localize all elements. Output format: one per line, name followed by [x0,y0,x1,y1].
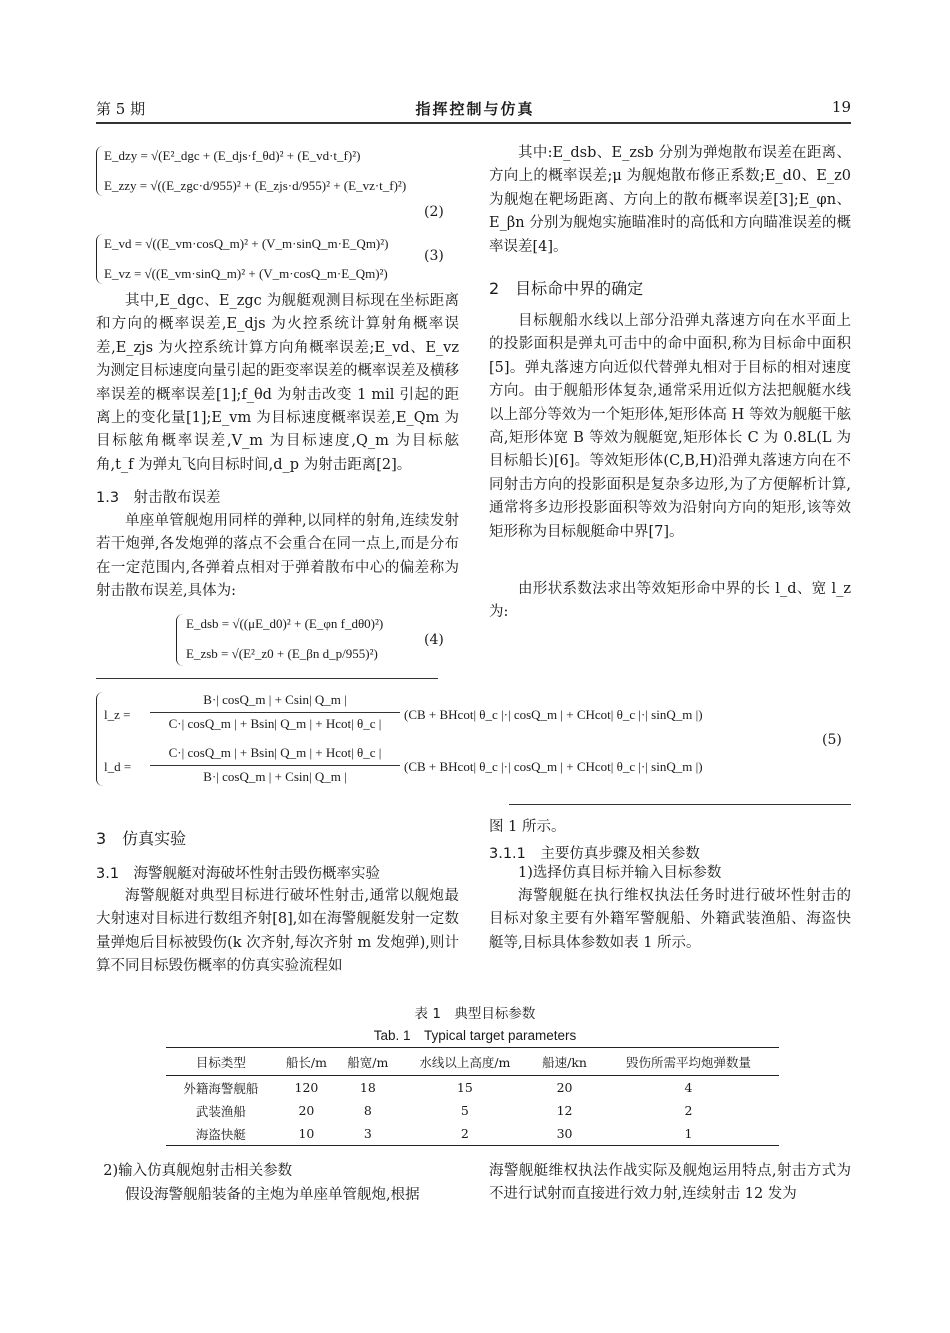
table-cell: 15 [456,1080,473,1095]
table-cell: 外籍海警舰船 [183,1080,259,1096]
left-column-end-rule [96,678,438,679]
table-cell: 12 [556,1103,573,1118]
eq3-explanation: 其中,E_dgc、E_zgc 为舰艇观测目标现在坐标距离和方向的概率误差,E_djs 为火控系统计算射角概率误差,E_zjs 为火控系统计算方向角概率误差;E_vd、E_vz 为测定目标速度向量引起的距变率误差的概率误差及横移率误差的概率误差[1];f_θd 为射击改变 1 mil 引起的距离上的变化量[1];E_vm 为目标速度概率误差,E_Qm 为目标舷角概率误差,V_m 为目标速度,Q_m 为目标舷角,t_f 为弹丸飞向目标时间,d_p 为射击距离[2]。 [96,293,459,473]
eq5-lz-fraction-bar [150,712,400,713]
header-rule [96,122,851,124]
eq2-line1: E_dzy = √(E²_dgc + (E_djs·f_θd)² + (E_vd·t_f)²) [104,148,361,163]
eq4-explanation: 其中:E_dsb、E_zsb 分别为弹炮散布误差在距离、方向上的概率误差;μ 为舰炮散布修正系数;E_d0、E_z0 为舰炮在靶场距离、方向上的散布概率误差[3];E_φn、E_βn 分别为舰炮实施瞄准时的高低和方向瞄准误差的概率误差[4]。 [489,145,851,255]
section-1-3-heading: 1.3 射击散布误差 [96,490,221,506]
section-2-shape-coefficient: 由形状系数法求出等效矩形命中界的长 l_d、宽 l_z 为: [489,581,851,621]
eq4-line2: E_zsb = √(E²_z0 + (E_βn d_p/955)²) [186,646,378,661]
step-2-paragraph: 假设海警舰船装备的主炮为单座单管舰炮,根据 [125,1187,420,1203]
table-cell: 2 [684,1103,693,1118]
table-cell: 5 [460,1103,469,1118]
eq5-ld-label: l_d = [104,759,132,774]
eq4-brace [176,614,183,666]
table-1-caption-en: Tab. 1 Typical target parameters [373,1028,577,1043]
eq3-brace [96,234,103,284]
section-3-1-paragraph: 海警舰艇对典型目标进行破坏性射击,通常以舰炮最大射速对目标进行数组齐射[8],如在海警舰艇发射一定数量弹炮后目标被毁伤(k 次齐射,每次齐射 m 发炮弹),则计算不同目标毁伤概率的仿真实验流程如 [96,888,459,975]
eq4-line1: E_dsb = √((μE_d0)² + (E_φn f_dθ0)²) [186,616,384,631]
table-cell: 20 [556,1080,573,1095]
eq5-ld-numerator: C·| cosQ_m | + Bsin| Q_m | + Hcot| θ_c | [168,745,382,760]
eq5-lz-factor: (CB + BHcot| θ_c |·| cosQ_m | + CHcot| θ_c |·| sinQ_m |) [404,707,703,722]
step-1-paragraph: 海警舰艇在执行维权执法任务时进行破坏性射击的目标对象主要有外籍军警舰船、外籍武装渔船、海盗快艇等,目标具体参数如表 1 所示。 [489,888,851,951]
table-cell: 18 [359,1080,376,1095]
table-cell: 30 [531,1122,598,1146]
table-cell: 10 [276,1122,337,1146]
eq5-brace [96,692,103,786]
header-issue: 第 5 期 [96,100,146,118]
eq5-ld-denominator: B·| cosQ_m | + Csin| Q_m | [203,769,347,784]
eq5-lz-numerator: B·| cosQ_m | + Csin| Q_m | [203,692,347,707]
header-page-number: 19 [831,98,851,116]
eq5-ld-fraction-bar [150,765,400,766]
step-2-title: 2)输入仿真舰炮射击相关参数 [103,1163,293,1179]
table-header-cell: 水线以上高度/m [399,1048,532,1076]
eq3-line1: E_vd = √((E_vm·cosQ_m)² + (V_m·sinQ_m·E_Qm)²) [104,236,389,251]
eq5-lz-denominator: C·| cosQ_m | + Bsin| Q_m | + Hcot| θ_c | [168,716,382,731]
section-2-heading: 2 目标命中界的确定 [489,279,644,298]
table-1-caption-cn: 表 1 典型目标参数 [414,1006,536,1022]
table-header-cell: 船长/m [276,1048,337,1076]
table-1 [166,1047,779,1146]
section-3-heading: 3 仿真实验 [96,829,187,848]
table-header-cell: 毁伤所需平均炮弹数量 [598,1048,779,1076]
eq4-number: (4) [424,632,444,648]
header-journal: 指挥控制与仿真 [415,100,535,118]
step-2-continued-paragraph: 海警舰艇维权执法作战实际及舰炮运用特点,射击方式为不进行试射而直接进行效力射,连续射击 12 发为 [489,1163,851,1203]
eq2-brace [96,146,103,196]
figure-1-reference: 图 1 所示。 [489,819,566,835]
table-cell: 2 [399,1122,532,1146]
table-cell: 3 [337,1122,398,1146]
eq3-line2: E_vz = √((E_vm·sinQ_m)² + (V_m·cosQ_m·E_Qm)²) [104,266,388,281]
table-cell: 20 [298,1103,315,1118]
section-1-3-paragraph: 单座单管舰炮用同样的弹种,以同样的射角,连续发射若干炮弹,各发炮弹的落点不会重合在同一点上,而是分布在一定范围内,各弹着点相对于弹着散布中心的偏差称为射击散布误差,具体为: [96,513,459,600]
table-row [166,1122,779,1146]
section-2-paragraph: 目标舰船水线以上部分沿弹丸落速方向在水平面上的投影面积是弹丸可击中的命中面积,称为目标命中面积[5]。弹丸落速方向近似代替弹丸相对于目标的相对速度方向。由于舰船形体复杂,通常采用近似方法把舰艇水线以上部分等效为一个矩形体,矩形体高 H 等效为舰艇干舷高,矩形体宽 B 等效为舰艇宽,矩形体长 C 为 0.8L(L 为目标船长)[6]。等效矩形体(C,B,H)沿弹丸落速方向在不同射击方向的投影面积是复杂多边形,为了方便解析计算,通常将多边形投影面积等效为沿射向方向的矩形,该等效矩形称为目标舰艇命中界[7]。 [489,313,851,540]
table-cell: 武装渔船 [195,1103,246,1119]
table-header-cell: 船宽/m [337,1048,398,1076]
table-header-row [166,1048,779,1076]
eq3-number: (3) [424,248,444,264]
eq5-lz-label: l_z = [104,707,131,722]
table-header-cell: 目标类型 [166,1048,276,1076]
section-3-1-1-heading: 3.1.1 主要仿真步骤及相关参数 [489,846,700,862]
table-cell: 1 [598,1122,779,1146]
step-1-title: 1)选择仿真目标并输入目标参数 [518,865,722,881]
table-row [166,1099,779,1122]
eq5-end-rule [509,804,851,805]
eq2-line2: E_zzy = √((E_zgc·d/955)² + (E_zjs·d/955)² + (E_vz·t_f)²) [104,178,407,193]
table-row [166,1076,779,1100]
table-cell: 4 [684,1080,693,1095]
table-cell: 120 [294,1080,319,1095]
table-cell: 8 [363,1103,372,1118]
eq2-number: (2) [424,204,444,220]
table-cell: 海盗快艇 [166,1122,276,1146]
eq5-ld-factor: (CB + BHcot| θ_c |·| cosQ_m | + CHcot| θ_c |·| sinQ_m |) [404,759,703,774]
eq5-number: (5) [822,732,842,748]
section-3-1-heading: 3.1 海警舰艇对海破坏性射击毁伤概率实验 [96,866,381,882]
table-header-cell: 船速/kn [531,1048,598,1076]
